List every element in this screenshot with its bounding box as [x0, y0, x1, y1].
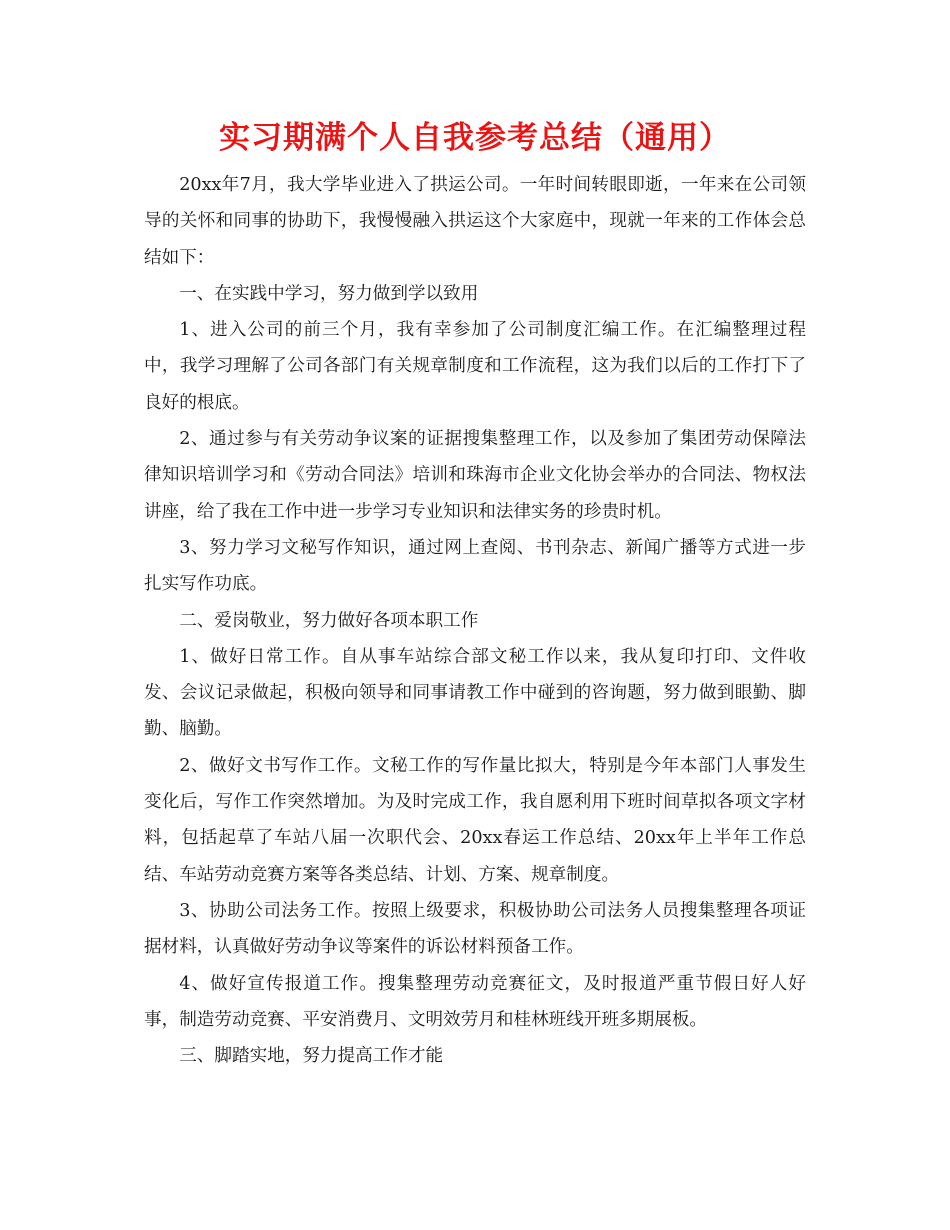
body-paragraph: 3、协助公司法务工作。按照上级要求，积极协助公司法务人员搜集整理各项证据材料，认真做好劳动争议等案件的诉讼材料预备工作。 — [144, 900, 806, 958]
section-heading-3: 三、脚踏实地，努力提高工作才能 — [179, 1046, 444, 1067]
intro-paragraph: 20xx年7月，我大学毕业进入了拱运公司。一年时间转眼即逝，一年来在公司领导的关怀和同事的协助下，我慢慢融入拱运这个大家庭中，现就一年来的工作体会总结如下： — [144, 175, 806, 268]
body-paragraph: 3、努力学习文秘写作知识，通过网上查阅、书刊杂志、新闻广播等方式进一步扎实写作功底。 — [144, 537, 806, 595]
body-paragraph: 4、做好宣传报道工作。搜集整理劳动竞赛征文，及时报道严重节假日好人好事，制造劳动竞赛、平安消费月、文明效劳月和桂林班线开班多期展板。 — [144, 973, 806, 1030]
body-paragraph: 1、进入公司的前三个月，我有幸参加了公司制度汇编工作。在汇编整理过程中，我学习理解了公司各部门有关规章制度和工作流程，这为我们以后的工作打下了良好的根底。 — [144, 320, 806, 413]
body-paragraph: 1、做好日常工作。自从事车站综合部文秘工作以来，我从复印打印、文件收发、会议记录做起，积极向领导和同事请教工作中碰到的咨询题，努力做到眼勤、脚勤、脑勤。 — [144, 646, 806, 740]
document-body — [144, 167, 806, 1074]
body-paragraph: 2、做好文书写作工作。文秘工作的写作量比拟大，特别是今年本部门人事发生变化后，写作工作突然增加。为及时完成工作，我自愿利用下班时间草拟各项文字材料，包括起草了车站八届一次职代会、20xx春运工作总结、20xx年上半年工作总结、车站劳动竞赛方案等各类总结、计划、方案、规章制度。 — [144, 755, 806, 885]
section-heading-1: 一、在实践中学习，努力做到学以致用 — [179, 283, 479, 304]
body-paragraph: 2、通过参与有关劳动争议案的证据搜集整理工作，以及参加了集团劳动保障法律知识培训学习和《劳动合同法》培训和珠海市企业文化协会举办的合同法、物权法讲座，给了我在工作中进一步学习专业知识和法律实务的珍贵时机。 — [144, 429, 806, 522]
document-title: 实习期满个人自我参考总结（通用） — [219, 120, 731, 156]
section-heading-2: 二、爱岗敬业，努力做好各项本职工作 — [179, 610, 479, 631]
